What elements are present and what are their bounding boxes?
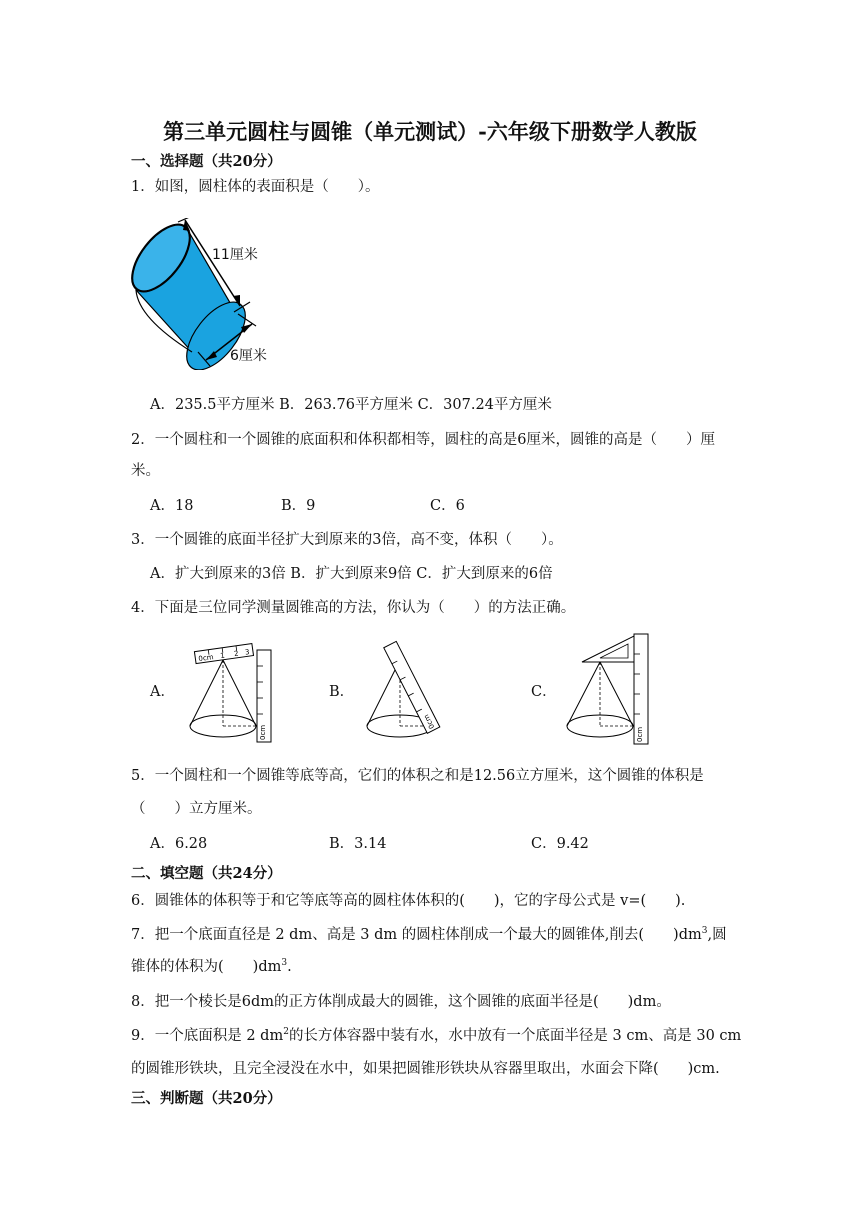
ruler-zero-label: 0cm xyxy=(259,724,267,740)
section-heading-choice: 一、选择题（共20分） xyxy=(131,153,282,170)
question-3-stem: 3．一个圆锥的底面半径扩大到原来的3倍，高不变，体积（ ）。 xyxy=(131,532,563,548)
question-5-option-b: B．3.14 xyxy=(329,836,387,852)
question-4-option-c: C． xyxy=(531,684,557,700)
cone-measure-figure-c xyxy=(560,632,660,748)
ruler-tick-label: 2 xyxy=(233,649,240,659)
question-9-stem-cont: 的圆锥形铁块，且完全浸没在水中，如果把圆锥形铁块从容器里取出，水面会下降( )cm. xyxy=(131,1061,720,1077)
question-9-stem: 9．一个底面积是 2 $dm^2$的长方体容器中装有水，水中放有一个底面半径是 3 cm、高是 30 cm xyxy=(131,1027,742,1044)
question-1-options: A．235.5平方厘米 B．263.76平方厘米 C．307.24平方厘米 xyxy=(150,397,552,413)
cone-measure-figure-a xyxy=(185,636,277,748)
question-5-option-a: A．6.28 xyxy=(150,836,208,852)
question-5-option-c: C．9.42 xyxy=(531,836,589,852)
question-3-options: A．扩大到原来的3倍 B．扩大到原来9倍 C．扩大到原来的6倍 xyxy=(150,566,553,582)
question-5-stem-cont: （ ）立方厘米。 xyxy=(131,801,262,817)
question-2-option-b: B．9 xyxy=(281,498,316,514)
page-title: 第三单元圆柱与圆锥（单元测试）-六年级下册数学人教版 xyxy=(163,119,697,144)
cone-measure-figure-b xyxy=(360,636,456,748)
ruler-tick-label: 1 xyxy=(219,651,226,661)
question-4-stem: 4．下面是三位同学测量圆锥高的方法，你认为（ ）的方法正确。 xyxy=(131,600,576,616)
section-heading-fill: 二、填空题（共24分） xyxy=(131,865,282,882)
question-6-stem: 6．圆锥体的体积等于和它等底等高的圆柱体体积的( )，它的字母公式是 v=( ). xyxy=(131,893,686,909)
question-2-option-c: C．6 xyxy=(430,498,465,514)
question-7-stem-cont: 锥体的体积为( )$dm^3$. xyxy=(131,958,292,975)
question-5-stem: 5．一个圆柱和一个圆锥等底等高，它们的体积之和是12.56立方厘米，这个圆锥的体积是 xyxy=(131,768,704,784)
ruler-zero-label: 0cm xyxy=(422,713,437,731)
ruler-zero-label: 0cm xyxy=(636,726,644,742)
question-2-option-a: A．18 xyxy=(150,498,194,514)
ruler-tick-label: 3 xyxy=(244,648,251,657)
question-4-option-b: B． xyxy=(329,684,355,700)
ruler-zero-label: 0cm xyxy=(197,653,215,664)
question-7-stem: 7．把一个底面直径是 2 dm、高是 3 dm 的圆柱体削成一个最大的圆锥体,削去( )$dm^3$,圆 xyxy=(131,926,727,943)
question-4-option-a: A． xyxy=(150,684,175,700)
question-1-stem: 1．如图，圆柱体的表面积是（ ）。 xyxy=(131,179,380,195)
cylinder-diameter-label: 6厘米 xyxy=(230,348,267,364)
question-2-stem-cont: 米。 xyxy=(131,463,160,479)
question-2-stem: 2．一个圆柱和一个圆锥的底面积和体积都相等，圆柱的高是6厘米，圆锥的高是（ ）厘 xyxy=(131,432,715,448)
section-heading-judge: 三、判断题（共20分） xyxy=(131,1090,282,1107)
cylinder-height-label: 11厘米 xyxy=(212,247,258,263)
question-8-stem: 8．把一个棱长是6dm的正方体削成最大的圆锥，这个圆锥的底面半径是( )dm。 xyxy=(131,994,671,1010)
